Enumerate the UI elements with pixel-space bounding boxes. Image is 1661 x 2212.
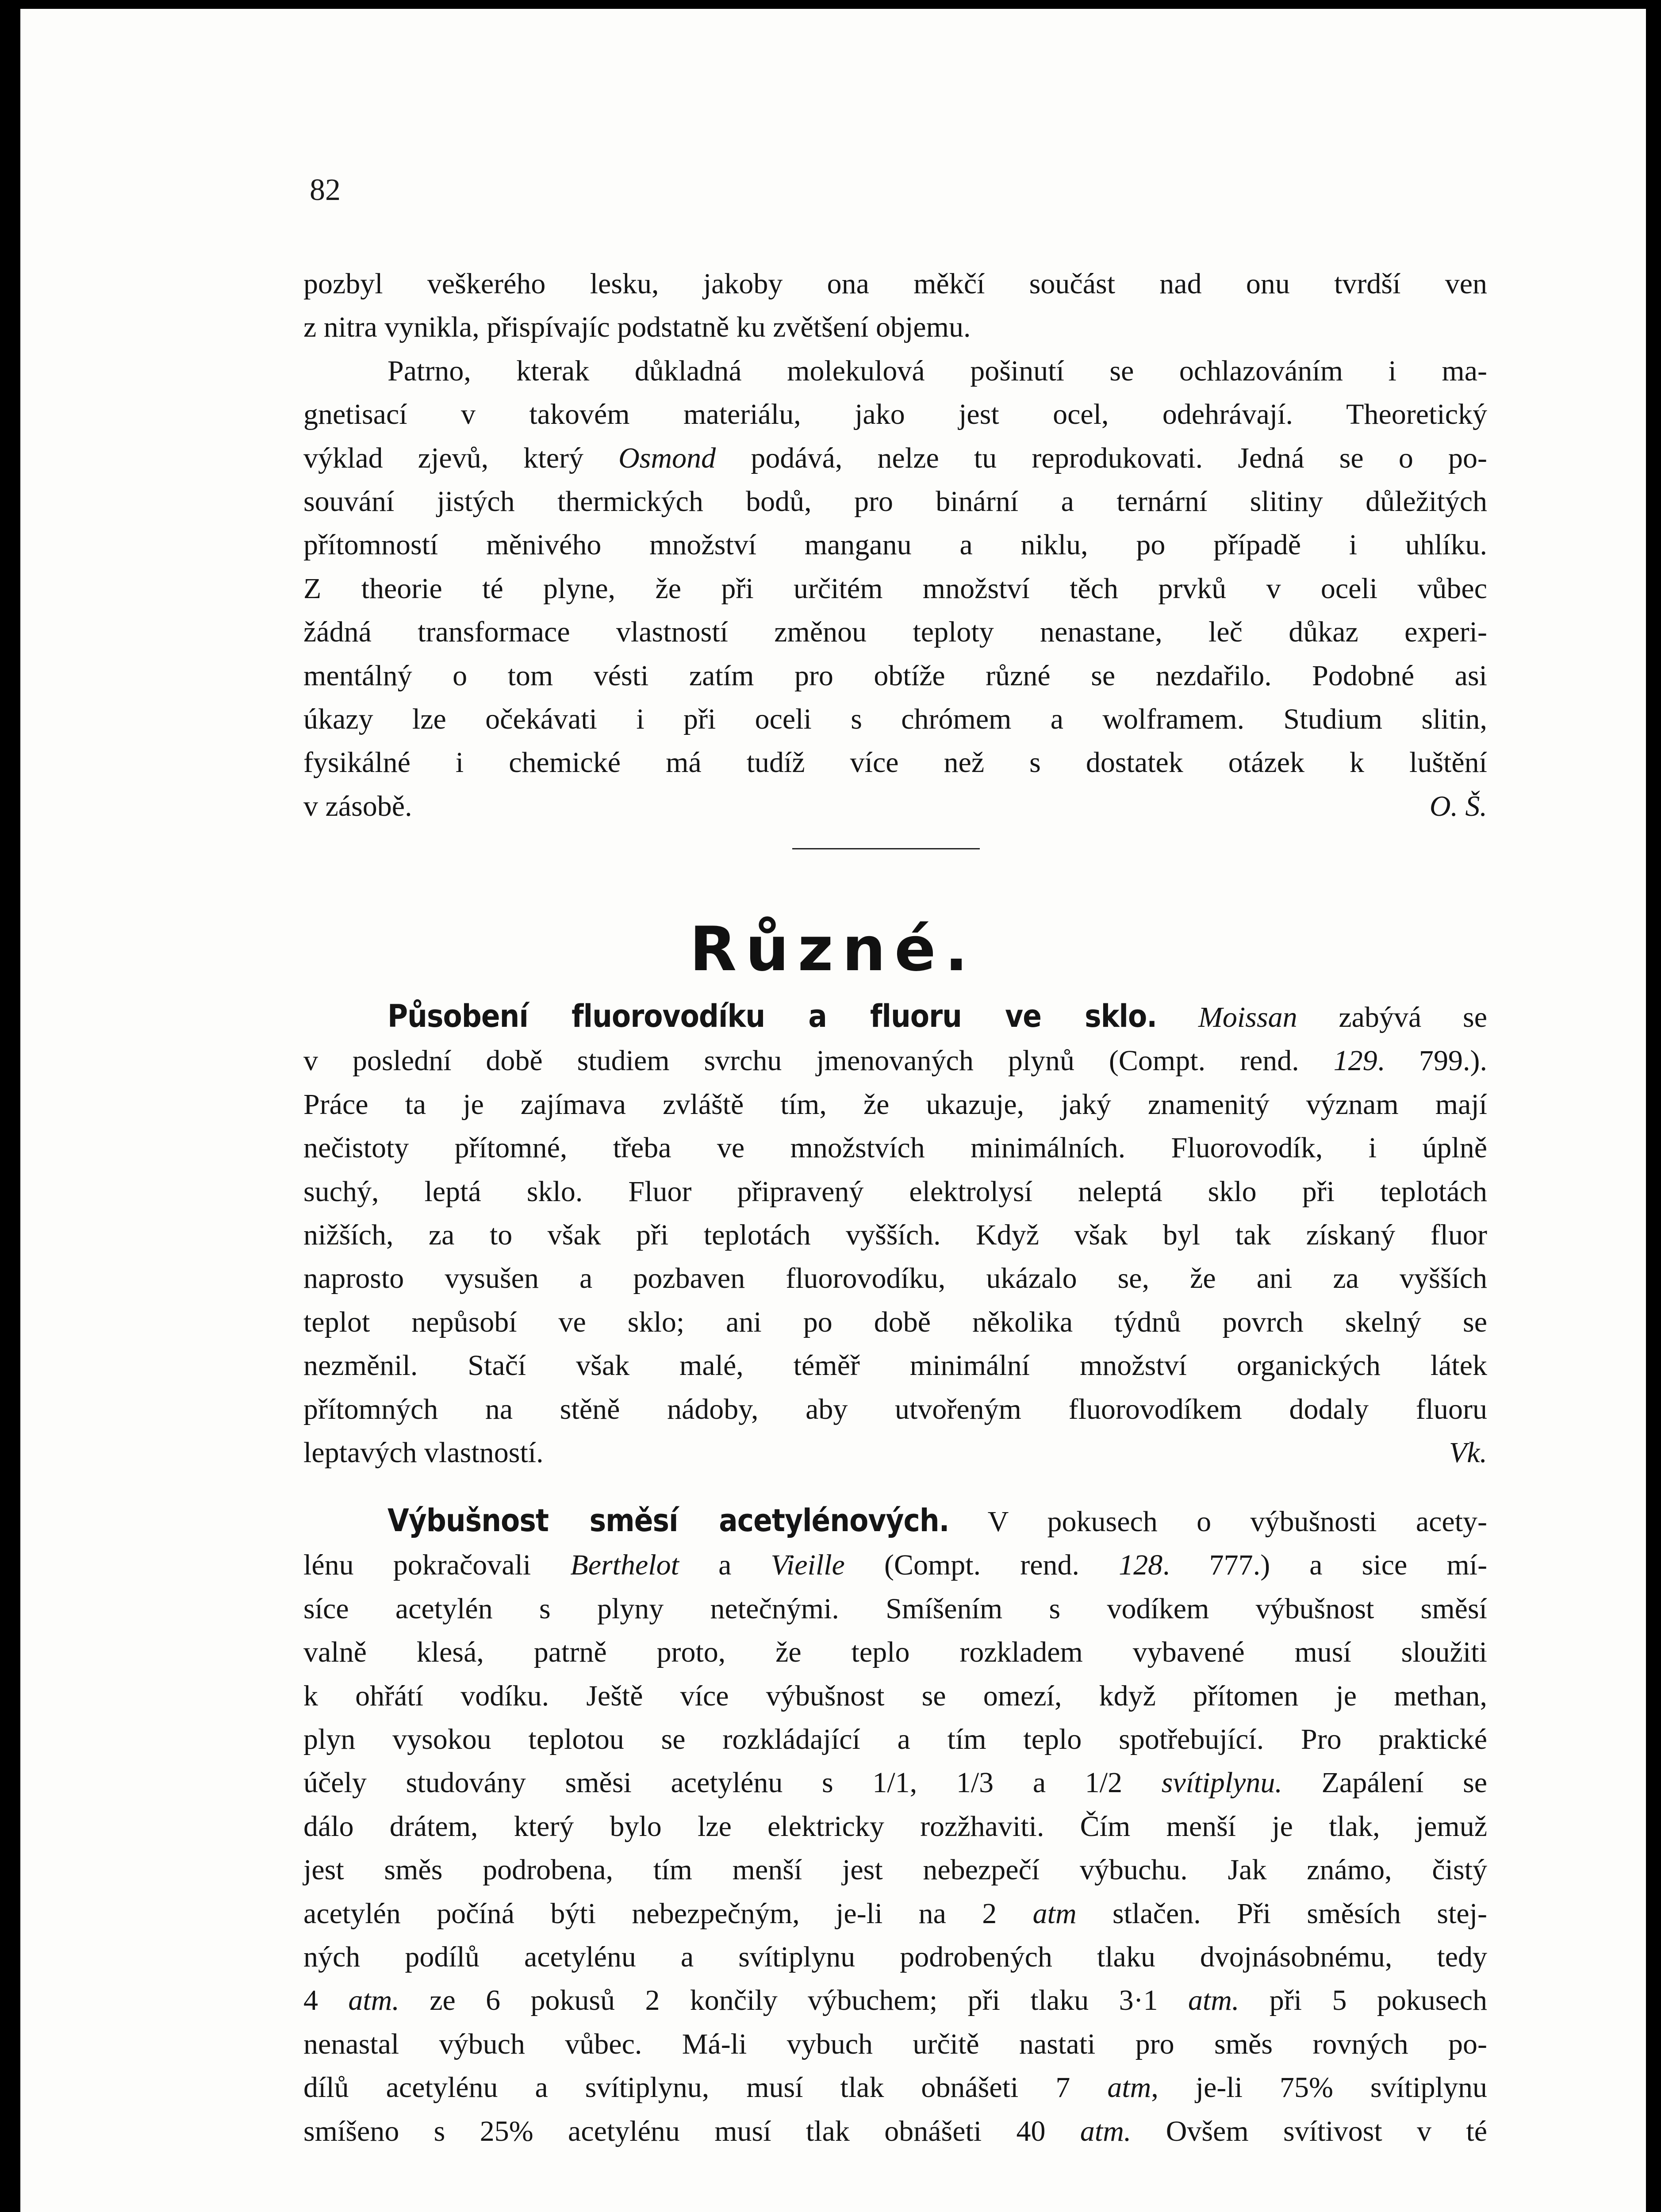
text-segment: ze 6 pokusů 2 končily výbuchem; při tlaku 3·1	[430, 1984, 1158, 2017]
text-line: mentálný o tom vésti zatím pro obtíže různé se nezdařilo. Podobné asi	[303, 659, 1487, 692]
text-line	[303, 995, 1487, 1039]
text-line: žádná transformace vlastností změnou teploty nenastane, leč důkaz experi-	[303, 616, 1487, 649]
text-segment: Ovšem svítivost v té	[1166, 2115, 1488, 2147]
text-line	[303, 2066, 1487, 2109]
unit: atm	[1107, 2071, 1151, 2104]
page-number: 82	[310, 173, 341, 207]
text-segment: leptavých vlastností.	[303, 1436, 544, 1469]
author-name: Osmond	[618, 442, 716, 474]
fraction: 1/3	[956, 1767, 994, 1799]
text-segment: a	[1032, 1767, 1046, 1799]
item-heading: Působení fluorovodíku a fluoru ve sklo.	[387, 998, 1157, 1034]
text-segment: (Compt. rend.	[884, 1549, 1080, 1582]
text-segment: dílů acetylénu a svítiplynu, musí tlak obnášeti 7	[303, 2071, 1070, 2104]
unit: atm.	[348, 1984, 399, 2017]
text-line	[303, 1892, 1487, 1936]
text-line	[303, 1544, 1487, 1587]
author-name: Moissan	[1198, 1001, 1297, 1033]
text-line	[303, 1979, 1487, 2022]
author-signature: Vk.	[1449, 1436, 1487, 1469]
author-name: Berthelot	[570, 1549, 679, 1582]
unit: atm	[1032, 1897, 1077, 1930]
text-line: plyn vysokou teplotou se rozkládající a tím teplo spotřebující. Pro praktické	[303, 1723, 1487, 1756]
text-segment: V pokusech o výbušnosti acety-	[987, 1505, 1488, 1538]
text-segment: . 777.) a sice mí-	[1162, 1549, 1488, 1582]
text-segment: lénu pokračovali	[303, 1549, 531, 1582]
text-segment: svítiplynu	[1370, 2071, 1488, 2104]
text-line: gnetisací v takovém materiálu, jako jest ocel, odehrávají. Theoretický	[303, 398, 1487, 431]
text-segment: smíšeno s 25%	[303, 2115, 533, 2147]
text-line	[303, 1431, 1487, 1475]
text-segment: , je-li 75%	[1151, 2071, 1333, 2104]
text-line: Práce ta je zajímava zvláště tím, že ukazuje, jaký znamenitý význam mají	[303, 1088, 1487, 1121]
text-segment: acetylén počíná býti nebezpečným, je-li na 2	[303, 1897, 997, 1930]
text-segment: podává, nelze tu reprodukovati. Jedná se o po-	[751, 442, 1487, 474]
text-line: z nitra vynikla, přispívajíc podstatně ku zvětšení objemu.	[303, 311, 971, 344]
item-heading: Výbušnost směsí acetylénových.	[387, 1502, 949, 1539]
text-line: souvání jistých thermických bodů, pro binární a ternární slitiny důležitých	[303, 485, 1487, 518]
text-line: nižších, za to však při teplotách vyšších. Když však byl tak získaný fluor	[303, 1219, 1487, 1252]
text-line: dálo drátem, který bylo lze elektricky rozžhaviti. Čím menší je tlak, jemuž	[303, 1810, 1487, 1843]
news-item-fluor	[303, 995, 1487, 1475]
volume-number: 129	[1333, 1045, 1377, 1077]
text-line: úkazy lze očekávati i při oceli s chrómem a wolframem. Studium slitin,	[303, 703, 1487, 736]
text-line	[303, 1039, 1487, 1083]
text-segment: v zásobě.	[303, 790, 412, 822]
text-line: suchý, leptá sklo. Fluor připravený elektrolysí neleptá sklo při teplotách	[303, 1175, 1487, 1208]
text-line: pozbyl veškerého lesku, jakoby ona měkčí součást nad onu tvrdší ven	[303, 268, 1487, 300]
text-line: jest směs podrobena, tím menší jest nebezpečí výbuchu. Jak známo, čistý	[303, 1854, 1487, 1886]
text-segment: účely studovány směsi acetylénu s	[303, 1767, 833, 1799]
section-title: Různé.	[689, 914, 977, 985]
text-line	[303, 1499, 1487, 1544]
text-line: Z theorie té plyne, že při určitém množství těch prvků v oceli vůbec	[303, 572, 1487, 605]
article-end	[303, 262, 1487, 828]
text-line: nečistoty přítomné, třeba ve množstvích minimálních. Fluorovodík, i úplně	[303, 1132, 1487, 1164]
text-line	[303, 785, 1487, 828]
text-line	[303, 437, 1487, 480]
text-line: ných podílů acetylénu a svítiplynu podrobených tlaku dvojnásobnému, tedy	[303, 1941, 1487, 1974]
news-item-acetylene	[303, 1499, 1487, 2153]
text-segment: stlačen. Při směsích stej-	[1112, 1897, 1488, 1930]
text-line: k ohřátí vodíku. Ještě více výbušnost se omezí, když přítomen je methan,	[303, 1679, 1487, 1712]
volume-number: 128	[1119, 1549, 1163, 1582]
text-line: přítomností měnivého množství manganu a niklu, po případě i uhlíku.	[303, 529, 1487, 561]
text-segment: Zapálení se	[1321, 1767, 1488, 1799]
text-segment: v poslední době studiem svrchu jmenovaných plynů (Compt. rend.	[303, 1045, 1299, 1077]
text-line: valně klesá, patrně proto, že teplo rozkladem vybavené musí sloužiti	[303, 1636, 1487, 1669]
fraction: 1/2	[1085, 1767, 1123, 1799]
text-line: přítomných na stěně nádoby, aby utvořeným fluorovodíkem dodaly fluoru	[303, 1393, 1487, 1425]
text-line: Patrno, kterak důkladná molekulová pošinutí se ochlazováním i ma-	[387, 354, 1487, 387]
author-signature: O. Š.	[1429, 790, 1487, 822]
text-segment: 4	[303, 1984, 318, 2017]
text-line: teplot nepůsobí ve sklo; ani po době několika týdnů povrch skelný se	[303, 1306, 1487, 1338]
text-segment: svítiplynu.	[1161, 1767, 1282, 1799]
text-line: účely studovány směsi acetylénu s 1/1, 1/3 a 1/2 svítiplynu. Zapálení se	[303, 1767, 1488, 1799]
text-line: nezměnil. Stačí však malé, téměř minimální množství organických látek	[303, 1349, 1487, 1382]
unit: atm.	[1080, 2115, 1132, 2147]
page-scan	[20, 9, 1646, 2212]
text-line: nenastal výbuch vůbec. Má-li vybuch určitě nastati pro směs rovných po-	[303, 2028, 1487, 2060]
unit: atm.	[1188, 1984, 1239, 2017]
text-segment: při 5 pokusech	[1269, 1984, 1488, 2017]
author-name: Vieille	[771, 1549, 845, 1582]
text-line	[303, 2110, 1487, 2153]
section-divider	[792, 848, 980, 849]
text-segment: výklad zjevů, který	[303, 442, 583, 474]
text-segment: zabývá se	[1339, 1001, 1487, 1033]
text-line: naprosto vysušen a pozbaven fluorovodíku, ukázalo se, že ani za vyšších	[303, 1262, 1487, 1295]
text-segment: a	[718, 1549, 732, 1582]
text-segment: . 799.).	[1377, 1045, 1488, 1077]
text-line: síce acetylén s plyny netečnými. Smíšením s vodíkem výbušnost směsí	[303, 1592, 1487, 1625]
text-segment: acetylénu musí tlak obnášeti 40	[568, 2115, 1046, 2147]
fraction: 1/1	[872, 1767, 910, 1799]
text-line: fysikálné i chemické má tudíž více než s dostatek otázek k luštění	[303, 746, 1487, 779]
